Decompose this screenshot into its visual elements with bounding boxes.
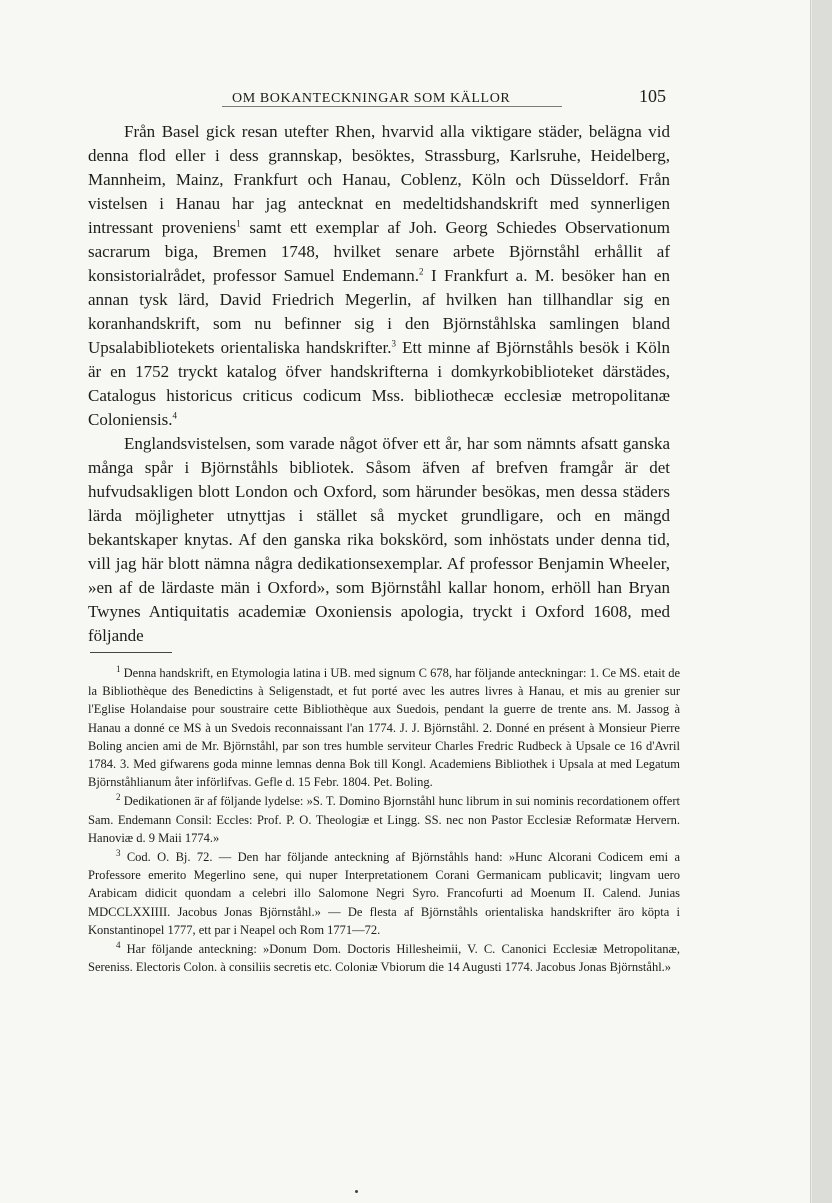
main-text [88,120,670,648]
footnote-2: $^2$ Dedikationen är af följande lydelse: »S. T. Domino Bjornståhl hunc librum in sui nominis recordationem offert Sam. Endemann Consil: Eccles: Prof. P. O. Theologiæ et Lingg. SS. nec non Pastor Ecclesiæ Reformatæ Hervern. Hanoviæ d. 9 Maii 1774.» [88,792,680,845]
paragraph-2: Englandsvistelsen, som varade något öfver ett år, har som nämnts afsatt ganska många spår i Björnståhls bibliotek. Såsom äfven af brefven framgår är det hufvudsakligen blott London och Oxford, som härunder besökas, men dessa städers lärda möjligheter utnyttjas i stället så mycket grundligare, och en mängd bekantskaper knytas. Af den ganska rika bokskörd, som inhöstats under denna tid, vill jag här blott nämna några dedikationsexemplar. Af professor Benjamin Wheeler, »en af de lärdaste män i Oxford», som Björnståhl kallar honom, erhöll han Bryan Twynes Antiquitatis academiæ Oxoniensis apologia, tryckt i Oxford 1608, med följande [88,434,670,645]
footnote-ref-3: 3 [391,338,396,349]
footnotes [88,664,680,977]
footnote-1: $^1$ Denna handskrift, en Etymologia latina i UB. med signum C 678, har följande anteckningar: 1. Ce MS. etait de la Bibliothèque des Benedictins à Seligenstadt, et fut porté avec les autres livres à Hanau, et mis au grenier sur l'Eglise Holandaise pour soustraire cette Bibliothèque aux Suedois, pendant la guerre de trente ans. M. Jassog à Hanau a donné ce MS à un Svedois reconnaissant l'an 1774. J. J. Björnståhl. 2. Donné en présent à Monsieur Pierre Boling ancien ami de Mr. Björnståhl, par son tres humble serviteur Charles Fredric Rudbeck à Upsale ce 16 d'Avril 1784. 3. Med gifwarens goda minne lemnas denna Bok till Kongl. Academiens Bibliothek i Upsala at med Legatum Björnståhlianum åter införlifvas. Gefle d. 15 Febr. 1804. Pet. Boling. [88,663,680,790]
paragraph-1: Från Basel gick resan utefter Rhen, hvarvid alla viktigare städer, belägna vid denna flod eller i dess grannskap, besöktes, Strassburg, Karlsruhe, Heidelberg, Mannheim, Mainz, Frankfurt och Hanau, Coblenz, Köln och Düsseldorf. Från vistelsen i Hanau har jag antecknat en medeltidshandskrift med synnerligen intressant proveniens$^1$ samt ett exemplar af Joh. Georg Schiedes Observationum sacrarum biga, Bremen 1748, hvilket senare arbete Björnståhl erhållit af konsistorialrådet, professor Samuel Endemann.$^2$ I Frankfurt a. M. besöker han en annan tysk lärd, David Friedrich Megerlin, af hvilken han tillhandlar sig en koranhandskrift, som nu befinner sig i den Björnståhlska samlingen bland Upsalabibliotekets orientaliska handskrifter.$^3$ Ett minne af Björnståhls besök i Köln är en 1752 tryckt katalog öfver handskrifterna i domkyrkobiblioteket därstädes, Catalogus historicus criticus codicum Mss. bibliothecæ ecclesiæ metropolitanæ Coloniensis.$^4$ [88,122,670,429]
page-number: 105 [639,86,666,106]
running-head: OM BOKANTECKNINGAR SOM KÄLLOR [232,91,511,106]
footnote-3: $^3$ Cod. O. Bj. 72. — Den har följande anteckning af Björnståhls hand: »Hunc Alcorani Codicem emi a Professore emerito Megerlino sene, qui nuper Interpretationem Corani Germanicam publicavit; lingvam uero Arabicam didicit quondam a celebri illo Salomone Negri Syro. Francofurti ad Moenum II. Calend. Junias MDCCLXXIIII. Jacobus Jonas Björnståhl.» — De flesta af Björnståhls orientaliska handskrifter äro köpta i Konstantinopel 1777, ett par i Neapel och Rom 1771—72. [88,847,680,937]
footnote-separator [90,652,172,653]
footnote-4: $^4$ Har följande anteckning: »Donum Dom. Doctoris Hillesheimii, V. C. Canonici Ecclesiæ Metropolitanæ, Sereniss. Electoris Colon. à consiliis secretis etc. Coloniæ Vbiorum die 14 Augusti 1774. Jacobus Jonas Björnståhl.» [88,939,680,975]
scan-margin [812,0,832,1203]
page-speck [355,1190,358,1193]
footnote-ref-2: 2 [419,266,424,277]
header-rule [222,106,562,107]
footnote-ref-1: 1 [236,218,241,229]
footnote-ref-4: 4 [172,410,178,421]
